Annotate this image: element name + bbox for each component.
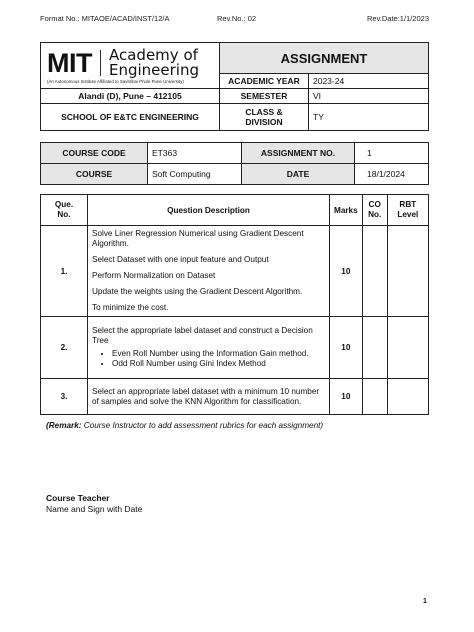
- question-marks: 10: [330, 317, 363, 379]
- que-header-line2: No.: [57, 210, 71, 219]
- class-label-line1: CLASS &: [245, 107, 283, 117]
- institute-logo: [41, 46, 219, 78]
- assignment-no-value: 1: [355, 143, 429, 164]
- course-teacher-block: [46, 493, 142, 515]
- questions-header-row: [41, 195, 429, 226]
- semester-label: SEMESTER: [220, 89, 309, 104]
- date-label: DATE: [242, 164, 355, 185]
- question-text: Select an appropriate label dataset with a minimum 10 number of samples and solve the KNN Algorithm for classification.: [92, 386, 320, 406]
- revision-number: Rev.No.: 02: [217, 14, 257, 23]
- institute-name-line1: Academy of: [109, 45, 198, 64]
- question-description: [88, 317, 330, 379]
- rbt-level-cell: [387, 226, 428, 317]
- remark-text: Course Instructor to add assessment rubrics for each assignment): [81, 421, 324, 430]
- question-description-header: Question Description: [88, 195, 330, 226]
- mit-logo-text: MIT: [47, 47, 92, 78]
- question-text: Select the appropriate label dataset and construct a Decision Tree: [92, 326, 313, 345]
- co-no-header: [362, 195, 387, 226]
- format-number: Format No.: MITAOE/ACAD/INST/12/A: [40, 14, 170, 23]
- question-marks: 10: [330, 379, 363, 415]
- revision-date: Rev.Date:1/1/2023: [367, 14, 429, 23]
- remark-label: (Remark:: [46, 421, 82, 430]
- course-label: COURSE: [41, 164, 148, 185]
- table-row: [41, 226, 429, 317]
- assignment-no-label: ASSIGNMENT NO.: [242, 143, 355, 164]
- list-item: • Odd Roll Number using Gini Index Method: [112, 359, 325, 369]
- question-description: [88, 379, 330, 415]
- assignment-header-table: [40, 42, 429, 131]
- institute-logo-cell: [41, 43, 220, 89]
- co-number-cell: [362, 226, 387, 317]
- course-code-label: COURSE CODE: [41, 143, 148, 164]
- question-number: 2.: [41, 317, 88, 379]
- academic-year-value: 2023-24: [309, 74, 429, 89]
- institute-tagline: (An Autonomous Institute Affiliated to Savitribai Phule Pune University): [47, 78, 184, 84]
- rbt-header-line2: Level: [397, 210, 419, 219]
- table-row: [41, 317, 429, 379]
- academic-year-label: ACADEMIC YEAR: [220, 74, 309, 89]
- semester-value: VI: [309, 89, 429, 104]
- rbt-header-line1: RBT: [399, 200, 417, 209]
- co-header-line2: No.: [368, 210, 382, 219]
- list-item: • Even Roll Number using the Information Gain method.: [112, 349, 325, 359]
- date-value: 18/1/2024: [355, 164, 429, 185]
- question-text: To minimize the cost.: [92, 303, 169, 312]
- question-text: Update the weights using the Gradient Descent Algorithm.: [92, 287, 303, 296]
- question-number: 1.: [41, 226, 88, 317]
- rbt-level-header: [387, 195, 428, 226]
- rbt-level-cell: [387, 379, 428, 415]
- co-number-cell: [362, 379, 387, 415]
- rbt-level-cell: [387, 317, 428, 379]
- question-text: Select Dataset with one input feature and Output: [92, 255, 269, 264]
- institute-name-line2: Engineering: [109, 60, 199, 79]
- question-number: 3.: [41, 379, 88, 415]
- remark-note: [46, 421, 323, 430]
- institute-address: Alandi (D), Pune – 412105: [41, 89, 220, 104]
- course-name-value: Soft Computing: [148, 164, 242, 185]
- question-text: Solve Liner Regression Numerical using Gradient Descent Algorithm.: [92, 229, 304, 248]
- que-header-line1: Que.: [54, 200, 74, 209]
- question-bullet-list: [92, 349, 325, 369]
- class-label-line2: DIVISION: [245, 117, 283, 127]
- signature-instruction: Name and Sign with Date: [46, 504, 143, 514]
- marks-header: Marks: [330, 195, 363, 226]
- logo-divider: [100, 50, 101, 76]
- question-text: Perform Normalization on Dataset: [92, 271, 216, 280]
- course-info-table: [40, 142, 429, 185]
- page-number: 1: [423, 598, 427, 605]
- document-type: ASSIGNMENT: [220, 43, 429, 74]
- question-no-header: [41, 195, 88, 226]
- course-teacher-label: Course Teacher: [46, 493, 110, 503]
- questions-table: [40, 194, 429, 415]
- class-division-value: TY: [309, 104, 429, 131]
- question-description: [88, 226, 330, 317]
- course-code-value: ET363: [148, 143, 242, 164]
- co-number-cell: [362, 317, 387, 379]
- class-division-label: [220, 104, 309, 131]
- co-header-line1: CO: [368, 200, 381, 209]
- question-marks: 10: [330, 226, 363, 317]
- institute-name: [109, 45, 199, 79]
- school-name: SCHOOL OF E&TC ENGINEERING: [41, 104, 220, 131]
- table-row: [41, 379, 429, 415]
